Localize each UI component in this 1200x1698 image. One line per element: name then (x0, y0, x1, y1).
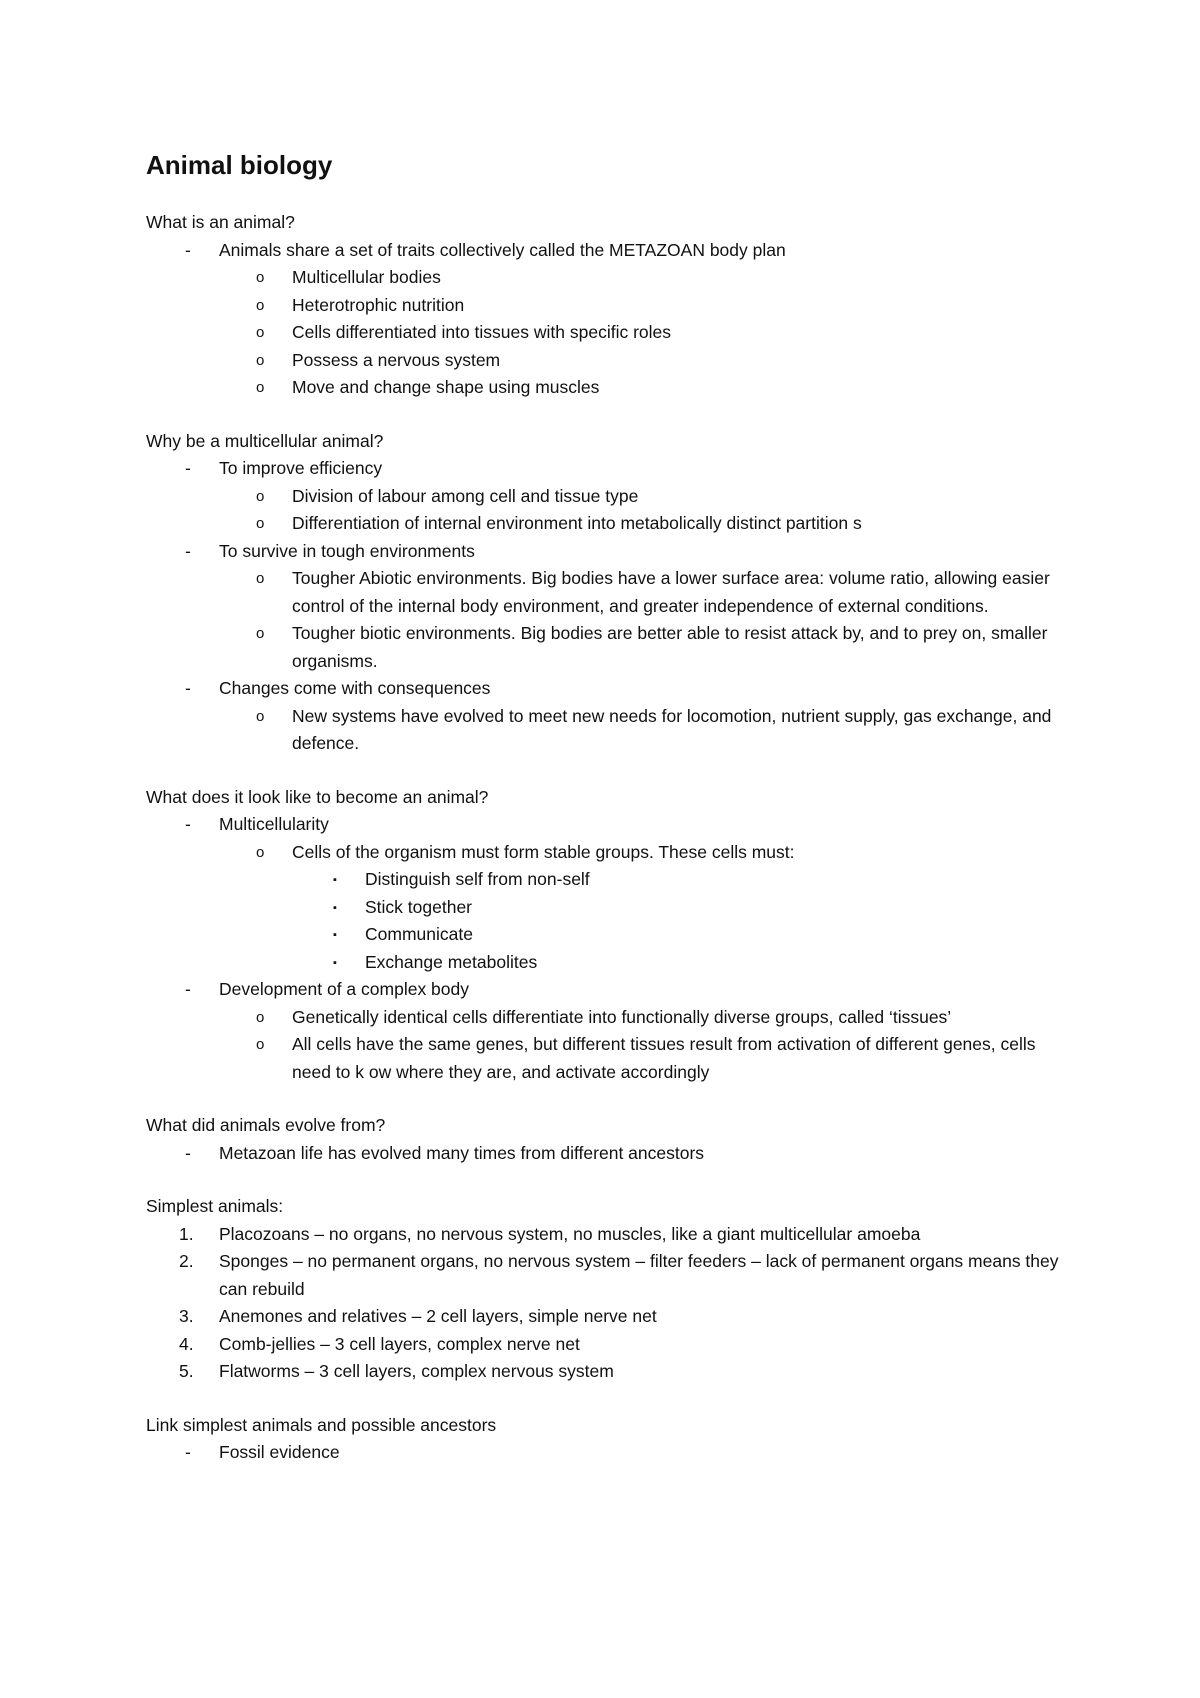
list-item (146, 703, 1066, 758)
list-item-text: Placozoans – no organs, no nervous system, no muscles, like a giant multicellular amoeba (219, 1223, 921, 1244)
bullet-marker: o (256, 487, 265, 505)
list-number: 4. (179, 1333, 194, 1354)
list-item (146, 292, 1066, 320)
list-item (146, 1031, 1066, 1086)
bullet-marker: - (185, 814, 191, 834)
bullet-marker: ▪ (333, 956, 337, 969)
list-item (146, 538, 1066, 566)
section (146, 1193, 1066, 1386)
list-item-text: Flatworms – 3 cell layers, complex nervous system (219, 1361, 614, 1381)
list-item-text: Anemones and relatives – 2 cell layers, simple nerve net (219, 1306, 657, 1326)
bullet-marker: o (256, 324, 265, 341)
list-item-text: Cells differentiated into tissues with specific roles (292, 322, 672, 342)
list-item-text: Genetically identical cells differentiate into functionally diverse groups, called ‘tissues’ (292, 1006, 952, 1027)
list-item (146, 347, 1066, 375)
list-item-text: All cells have the same genes, but different tissues result from activation of different genes, cells need to k ow where they are, and activate accordingly (292, 1034, 1036, 1082)
list-number: 2. (179, 1251, 194, 1271)
bullet-marker: o (256, 1036, 265, 1053)
list-item (146, 237, 1066, 265)
list-item (146, 1140, 1066, 1168)
bullet-marker: - (185, 458, 191, 478)
section (146, 784, 1066, 1087)
bullet-marker: o (256, 351, 265, 369)
list-item-text: Possess a nervous system (292, 349, 501, 370)
bullet-marker: o (256, 625, 265, 642)
list-item-text: Multicellular bodies (292, 267, 441, 287)
section-heading: Link simplest animals and possible ancestors (146, 1414, 497, 1435)
list-item-text: To survive in tough environments (219, 540, 475, 561)
list-item-text: Fossil evidence (219, 1442, 340, 1462)
list-number: 5. (179, 1361, 194, 1381)
list-item (146, 866, 1066, 894)
bullet-marker: ▪ (333, 929, 337, 941)
numbered-list-item (146, 1358, 1066, 1386)
list-item-text: Heterotrophic nutrition (292, 294, 465, 315)
section (146, 1412, 1066, 1467)
list-item-text: Distinguish self from non-self (365, 869, 590, 889)
bullet-marker: o (256, 707, 265, 725)
bullet-marker: - (185, 678, 191, 698)
list-item-text: New systems have evolved to meet new needs for locomotion, nutrient supply, gas exchange, and defence. (292, 705, 1052, 753)
sections-container (146, 209, 1066, 1467)
bullet-marker: - (185, 540, 191, 561)
list-item-text: Sponges – no permanent organs, no nervous system – filter feeders – lack of permanent organs means they can rebuild (219, 1251, 1059, 1299)
bullet-marker: - (185, 979, 191, 999)
list-item (146, 1004, 1066, 1032)
bullet-marker: o (256, 570, 265, 587)
numbered-list-item (146, 1221, 1066, 1249)
list-number: 3. (179, 1306, 194, 1326)
list-item-text: Development of a complex body (219, 979, 469, 999)
list-item (146, 620, 1066, 675)
list-item-text: Tougher biotic environments. Big bodies are better able to resist attack by, and to prey on, smaller organisms. (292, 623, 1048, 671)
bullet-marker: - (185, 239, 191, 260)
bullet-marker: o (256, 1008, 265, 1026)
section-heading: What is an animal? (146, 212, 295, 232)
list-item (146, 264, 1066, 292)
bullet-marker: - (185, 1442, 191, 1462)
list-item-text: Tougher Abiotic environments. Big bodies have a lower surface area: volume ratio, allowing easier control of the internal body environment, and greater independence of external conditions. (292, 568, 1050, 616)
numbered-list-item (146, 1248, 1066, 1303)
list-item-text: Animals share a set of traits collectively called the METAZOAN body plan (219, 239, 786, 260)
list-item (146, 374, 1066, 402)
bullet-marker: - (185, 1142, 191, 1163)
list-item-text: Communicate (365, 924, 473, 944)
bullet-marker: ▪ (333, 901, 337, 914)
bullet-marker: ▪ (333, 874, 337, 886)
document-title: Animal biology (146, 150, 333, 180)
bullet-marker: o (256, 269, 265, 286)
list-item (146, 949, 1066, 977)
bullet-marker: o (256, 515, 265, 532)
bullet-marker: o (256, 296, 265, 314)
list-item (146, 675, 1066, 703)
list-item-text: Differentiation of internal environment into metabolically distinct partition s (292, 513, 862, 533)
section-heading: What does it look like to become an animal? (146, 786, 489, 807)
section (146, 209, 1066, 402)
list-item-text: To improve efficiency (219, 458, 383, 478)
list-item (146, 510, 1066, 538)
list-item-text: Move and change shape using muscles (292, 377, 600, 397)
list-item-text: Multicellularity (219, 814, 329, 834)
list-item-text: Comb-jellies – 3 cell layers, complex nerve net (219, 1333, 580, 1354)
section (146, 428, 1066, 758)
numbered-list-item (146, 1331, 1066, 1359)
list-item-text: Metazoan life has evolved many times from different ancestors (219, 1142, 705, 1163)
section (146, 1112, 1066, 1167)
bullet-marker: o (256, 379, 265, 396)
list-item (146, 1439, 1066, 1467)
numbered-list-item (146, 1303, 1066, 1331)
list-item (146, 483, 1066, 511)
list-item (146, 455, 1066, 483)
list-item-text: Cells of the organism must form stable groups. These cells must: (292, 841, 795, 862)
list-number: 1. (179, 1223, 194, 1244)
list-item (146, 976, 1066, 1004)
list-item (146, 921, 1066, 949)
bullet-marker: o (256, 843, 265, 861)
list-item-text: Exchange metabolites (365, 951, 538, 972)
list-item (146, 811, 1066, 839)
section-heading: What did animals evolve from? (146, 1115, 386, 1135)
list-item-text: Stick together (365, 896, 472, 917)
document-content (146, 145, 1066, 1493)
list-item (146, 565, 1066, 620)
section-heading: Why be a multicellular animal? (146, 430, 384, 451)
list-item-text: Division of labour among cell and tissue type (292, 485, 639, 506)
section-heading: Simplest animals: (146, 1196, 284, 1216)
list-item-text: Changes come with consequences (219, 678, 491, 698)
list-item (146, 319, 1066, 347)
list-item (146, 839, 1066, 867)
list-item (146, 894, 1066, 922)
